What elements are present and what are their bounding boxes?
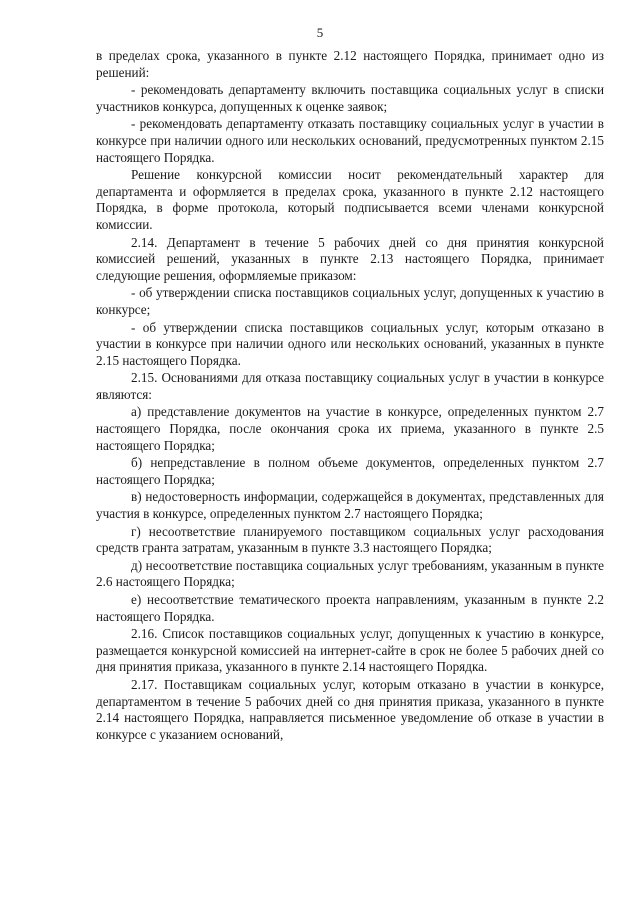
paragraph: г) несоответствие планируемого поставщиком социальных услуг расходования средств гранта затратам, указанным в пункте 3.3 настоящего Порядка; xyxy=(96,523,604,556)
paragraph: Решение конкурсной комиссии носит рекомендательный характер для департамента и оформляется в пределах срока, указанного в пункте 2.12 настоящего Порядка, в форме протокола, который подписывается всеми членами конкурсной комиссии. xyxy=(96,167,604,232)
paragraph: в) недостоверность информации, содержащейся в документах, представленных для участия в конкурсе, определенных пунктом 2.7 настоящего Порядка; xyxy=(96,489,604,522)
paragraph: а) представление документов на участие в конкурсе, определенных пунктом 2.7 настоящего Порядка, после окончания срока их приема, указанного в пункте 2.5 настоящего Порядка; xyxy=(96,404,604,453)
paragraph: - рекомендовать департаменту отказать поставщику социальных услуг в участии в конкурсе при наличии одного или нескольких оснований, предусмотренных пунктом 2.15 настоящего Порядка. xyxy=(96,116,604,165)
paragraph: - об утверждении списка поставщиков социальных услуг, допущенных к участию в конкурсе; xyxy=(96,285,604,317)
page-number: 5 xyxy=(316,25,324,40)
paragraph: 2.15. Основаниями для отказа поставщику социальных услуг в участии в конкурсе являются: xyxy=(96,370,604,402)
paragraph: в пределах срока, указанного в пункте 2.12 настоящего Порядка, принимает одно из решений: xyxy=(96,48,604,80)
paragraph: 2.14. Департамент в течение 5 рабочих дней со дня принятия конкурсной комиссией решений, указанных в пункте 2.13 настоящего Порядка, принимает следующие решения, оформляемые приказом: xyxy=(96,234,604,283)
paragraph: - рекомендовать департаменту включить поставщика социальных услуг в списки участников конкурса, допущенных к оценке заявок; xyxy=(96,82,604,114)
paragraph: б) непредставление в полном объеме документов, определенных пунктом 2.7 настоящего Порядка; xyxy=(96,455,604,487)
paragraph: е) несоответствие тематического проекта направлениям, указанным в пункте 2.2 настоящего Порядка. xyxy=(96,592,604,624)
paragraph: д) несоответствие поставщика социальных услуг требованиям, указанным в пункте 2.6 настоящего Порядка; xyxy=(96,557,604,590)
paragraph: - об утверждении списка поставщиков социальных услуг, которым отказано в участии в конкурсе при наличии одного или нескольких оснований, указанных в пункте 2.15 настоящего Порядка. xyxy=(96,319,604,368)
paragraph: 2.16. Список поставщиков социальных услуг, допущенных к участию в конкурсе, размещается конкурсной комиссией на интернет-сайте в срок не более 5 рабочих дней со дня принятия приказа, указанного в пункте 2.14 настоящего Порядка. xyxy=(96,626,604,675)
paragraph: 2.17. Поставщикам социальных услуг, которым отказано в участии в конкурсе, департаментом в течение 5 рабочих дней со дня принятия приказа, указанного в пункте 2.14 настоящего Порядка, направляется письменное уведомление об отказе в участии в конкурсе с указанием оснований, xyxy=(96,676,604,742)
document-body xyxy=(96,48,604,743)
